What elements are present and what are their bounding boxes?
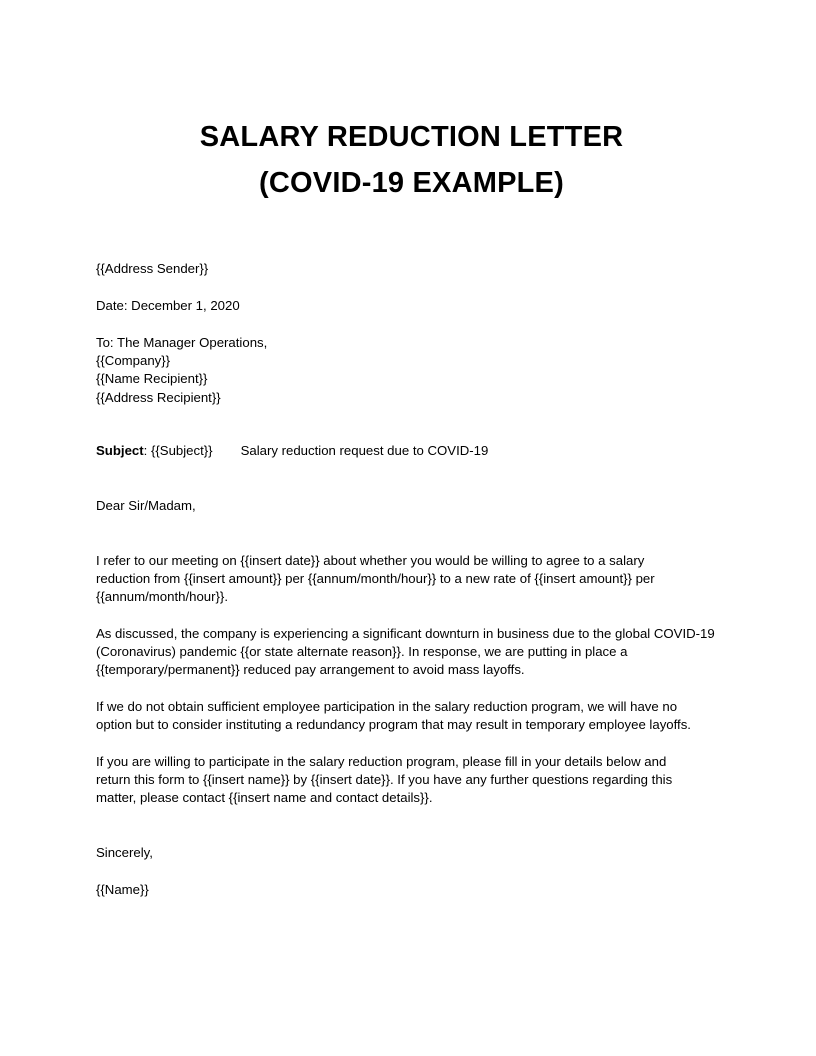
closing-line: Sincerely, [96, 845, 153, 860]
paragraph-line: (Coronavirus) pandemic {{or state alternate reason}}. In response, we are putting in place a [96, 644, 628, 660]
paragraph-line: As discussed, the company is experiencing a significant downturn in business due to the global COVID-19 [96, 626, 715, 641]
paragraph-4 [96, 753, 736, 808]
recipient-address: {{Address Recipient}} [96, 389, 221, 405]
sender-address [96, 260, 736, 278]
title-line-1: SALARY REDUCTION LETTER [199, 121, 624, 153]
title-line-2: (COVID-19 EXAMPLE) [259, 167, 564, 199]
subject-row [96, 442, 736, 460]
subject-text: Salary reduction request due to COVID-19 [240, 443, 489, 458]
signature-name: {{Name}} [96, 882, 149, 897]
signature [96, 881, 736, 899]
closing [96, 844, 736, 862]
paragraph-2 [96, 625, 736, 680]
letter-date [96, 297, 736, 315]
salutation [96, 497, 736, 515]
paragraph-line: If you are willing to participate in the salary reduction program, please fill in your details below and [96, 754, 667, 769]
salutation-line: Dear Sir/Madam, [96, 498, 196, 513]
paragraph-1 [96, 552, 736, 607]
subject-label: Subject [96, 443, 144, 458]
paragraph-line: option but to consider instituting a redundancy program that may result in temporary employee layoffs. [96, 717, 691, 733]
paragraph-line: matter, please contact {{insert name and contact details}}. [96, 790, 433, 806]
recipient-block [96, 334, 736, 407]
recipient-to: To: The Manager Operations, [96, 335, 268, 350]
paragraph-line: {{annum/month/hour}}. [96, 589, 228, 605]
paragraph-line: reduction from {{insert amount}} per {{annum/month/hour}} to a new rate of {{insert amount}} per [96, 571, 655, 587]
paragraph-line: I refer to our meeting on {{insert date}} about whether you would be willing to agree to a salary [96, 553, 645, 568]
paragraph-3 [96, 698, 736, 734]
subject-placeholder: : {{Subject}} [143, 443, 213, 458]
paragraph-line: If we do not obtain sufficient employee participation in the salary reduction program, we will have no [96, 699, 678, 714]
recipient-company: {{Company}} [96, 353, 171, 369]
sender-address-line: {{Address Sender}} [96, 261, 209, 276]
subject-line [96, 442, 736, 460]
paragraph-line: {{temporary/permanent}} reduced pay arrangement to avoid mass layoffs. [96, 662, 525, 678]
date-line: Date: December 1, 2020 [96, 298, 240, 313]
recipient-name: {{Name Recipient}} [96, 371, 208, 387]
letter-title [0, 114, 816, 206]
paragraph-line: return this form to {{insert name}} by {{insert date}}. If you have any further questions regarding this [96, 772, 673, 788]
